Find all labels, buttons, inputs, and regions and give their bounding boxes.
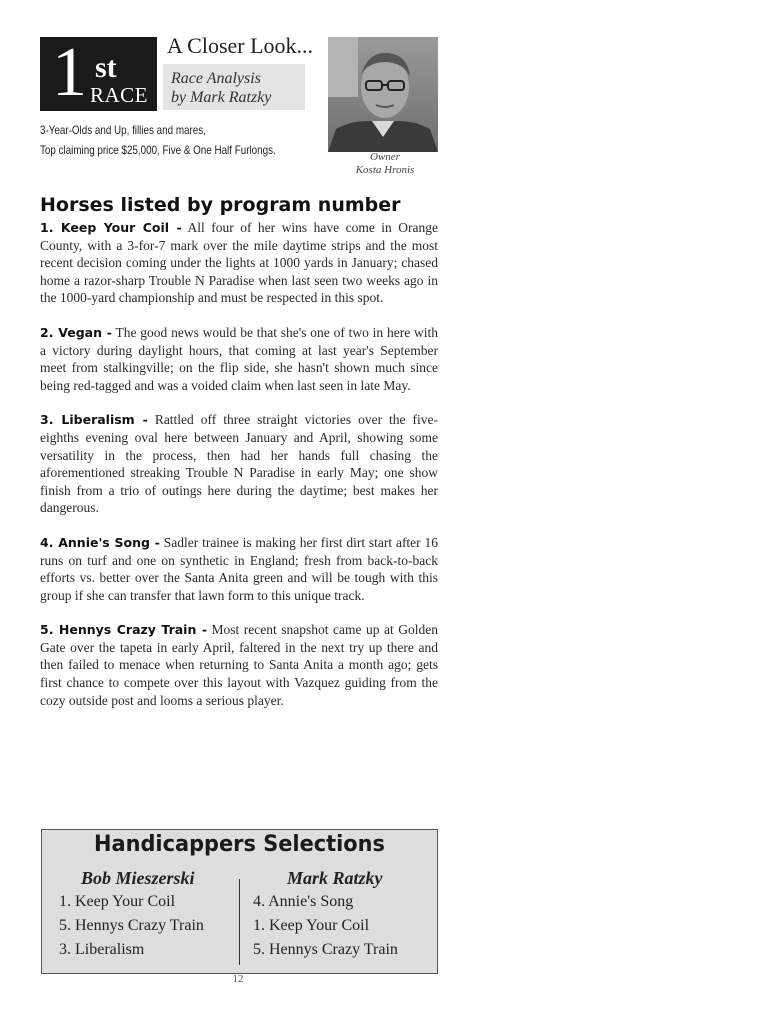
- horse-entry: [40, 411, 438, 517]
- conditions-line-1: 3-Year-Olds and Up, fillies and mares,: [40, 123, 206, 137]
- race-number: 1: [52, 34, 87, 111]
- horse-analysis: Rattled off three straight victories over the five-eighths evening oval here between January and April, showing some versatility in the process, then had her hands full chasing the aforementioned streaking Trouble N Paradise in early May; one show finish from a trio of outings here during the daytime; best makes her dangerous.: [40, 412, 438, 516]
- horse-name: 3. Liberalism -: [40, 412, 148, 428]
- handicapper-name: Bob Mieszerski: [81, 868, 195, 888]
- byline-box: [163, 64, 305, 110]
- pick-item: 5. Hennys Crazy Train: [253, 941, 398, 958]
- pick-item: 4. Annie's Song: [253, 893, 354, 910]
- horse-name: 5. Hennys Crazy Train -: [40, 622, 208, 638]
- race-label: RACE: [90, 83, 149, 107]
- section-heading: Horses listed by program number: [40, 194, 401, 216]
- conditions-line-2: Top claiming price $25,000, Five & One Half Furlongs.: [40, 143, 276, 157]
- caption-role: Owner: [370, 151, 400, 163]
- pick-item: 3. Liberalism: [59, 941, 145, 958]
- pick-item: 1. Keep Your Coil: [59, 893, 176, 910]
- caption-name: Kosta Hronis: [355, 164, 415, 176]
- handicappers-selections-box: [41, 829, 438, 974]
- horse-analysis: The good news would be that she's one of two in here with a victory during daylight hours, that coming at last year's September meet from stalkingville; on the flip side, she hasn't shown much since being red-tagged and was a voided claim when last seen in late May.: [40, 324, 438, 393]
- horse-analysis: All four of her wins have come in Orange County, with a 3-for-7 mark over the mile daytime strips and the most recent decision coming under the lights at 1000 yards in January; chased home a razor-sharp Trouble N Paradise when last seen two weeks ago in the 1000-yard championship and must be respected in this spot.: [40, 220, 439, 306]
- horse-entry: [40, 324, 438, 394]
- pick-item: 5. Hennys Crazy Train: [59, 917, 204, 934]
- horse-name: 2. Vegan -: [40, 324, 112, 340]
- column-title: A Closer Look...: [167, 33, 314, 58]
- race-conditions: [40, 120, 276, 160]
- owner-portrait-image: [328, 37, 438, 152]
- picks-list: [59, 890, 204, 962]
- horse-analysis: Sadler trainee is making her first dirt start after 16 runs on turf and one on synthetic in England; fresh from back-to-back efforts vs. better over the Santa Anita green and will be tough with this group if she can transfer that lawn form to this unique track.: [40, 534, 438, 603]
- column-divider: [239, 879, 240, 965]
- pick-item: 1. Keep Your Coil: [253, 917, 370, 934]
- handicapper-column: [253, 866, 398, 962]
- race-number-badge: [40, 34, 157, 111]
- owner-photo: [328, 37, 438, 152]
- handicapper-name: Mark Ratzky: [287, 868, 383, 888]
- selections-title: Handicappers Selections: [93, 832, 385, 857]
- horse-entry: [40, 621, 438, 709]
- byline: Race Analysis by Mark Ratzky: [171, 70, 272, 106]
- horse-entry: [40, 219, 438, 307]
- horse-entries: [40, 219, 438, 726]
- picks-list: [253, 890, 398, 962]
- horse-name: 4. Annie's Song -: [40, 534, 160, 550]
- horse-entry: [40, 534, 438, 604]
- horse-analysis: Most recent snapshot came up at Golden Gate over the tapeta in early April, faltered in the next try up there and then failed to menace when returning to Santa Anita a month ago; gets first chance to compete over this layout with Vazquez guiding from the cozy outside post and looms a serious player.: [40, 622, 439, 708]
- handicapper-column: [59, 866, 204, 962]
- photo-caption: [328, 151, 442, 177]
- page-number: 12: [232, 973, 244, 985]
- horse-name: 1. Keep Your Coil -: [40, 220, 182, 235]
- race-ordinal-suffix: st: [95, 51, 117, 84]
